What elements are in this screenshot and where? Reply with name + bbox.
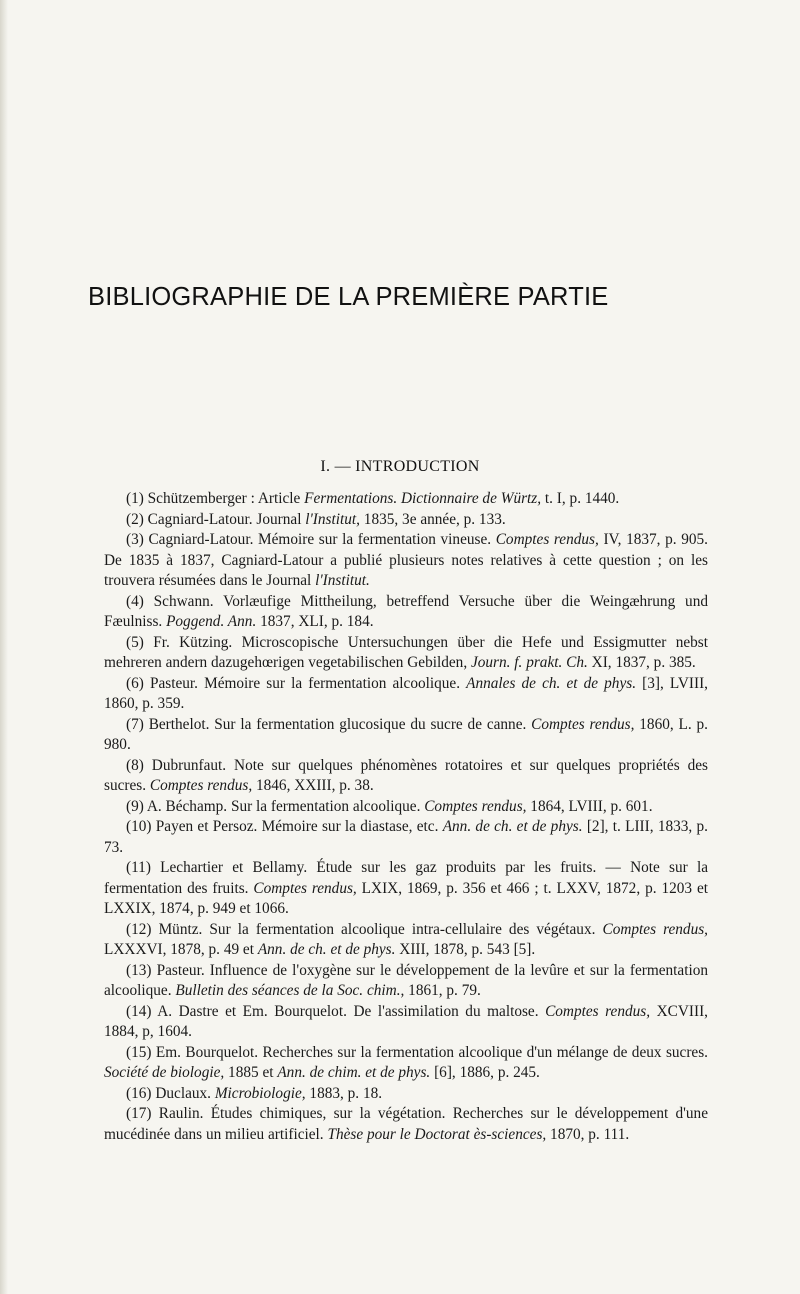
entry-text: A. Dastre et Em. Bourquelot. De l'assimilation du maltose. [157,1002,546,1020]
entry-source-title: Société de biologie, [104,1064,225,1081]
entry-source-title: Ann. de ch. et de phys. [257,941,396,958]
entry-text: Pasteur. Influence de l'oxygène sur le développement de la levûre et sur la fermentation alcoolique. [104,961,709,999]
entry-source-title: Thèse pour le Doctorat ès-sciences, [327,1125,547,1143]
entry-text: XI, 1837, p. 385. [587,654,696,671]
entry-text: 1883, p. 18. [305,1084,383,1102]
entry-source-title: l'Institut, [305,510,360,528]
bibliography-entry [104,633,708,674]
page-binding-edge [0,0,8,1294]
entry-text: 1835, 3e année, p. 133. [359,510,506,528]
entry-text: A. Béchamp. Sur la fermentation alcoolique. [146,797,425,815]
bibliography-entry [104,961,708,1002]
entry-text: [2], t. LIII, 1833, p. 73. [104,818,708,856]
entry-text: Cagniard-Latour. Journal [147,510,306,528]
entry-text: LXIX, 1869, p. 356 et 466 ; t. LXXV, 1872, p. 1203 et LXXIX, 1874, p. 949 et 1066. [104,879,709,917]
entry-source-title: Comptes rendus, [531,715,635,733]
entry-source-title: Comptes rendus, [545,1002,651,1020]
bibliography-entry [104,858,708,920]
entry-text: Fr. Kützing. Microscopische Untersuchungen über die Hefe und Essigmutter nebst mehreren andern dazugehœrigen vegetabilischen Gebilden, [104,633,708,671]
entry-source-title: Comptes rendus, [424,797,527,815]
entry-number: (16) [126,1084,152,1102]
bibliography-entry [104,510,708,531]
bibliography-entry [104,715,708,756]
entry-number: (9) [126,797,144,815]
entry-text: LXXXVI, 1878, p. 49 et [104,941,258,958]
entry-text: 1870, p. 111. [546,1125,630,1143]
entry-number: (3) [126,531,144,548]
entry-number: (7) [126,715,144,733]
entry-text: IV, 1837, p. 905. De 1835 à 1837, Cagniard-Latour a publié plusieurs notes relatives à cette question ; on les trouvera résumées dans le Journal [104,531,709,589]
section-title: I. — INTRODUCTION [320,458,480,475]
entry-text: 1860, L. p. 980. [104,715,708,753]
entry-source-title: Journ. f. prakt. Ch. [470,654,588,671]
entry-source-title: Ann. de chim. et de phys. [277,1064,431,1081]
bibliography-entry [104,1043,708,1084]
entry-text: Duclaux. [155,1084,215,1102]
entry-number: (11) [126,859,151,876]
entry-text: Raulin. Études chimiques, sur la végétation. Recherches sur le développement d'une mucédinée dans un milieu artificiel. [104,1105,708,1143]
entry-text: Em. Bourquelot. Recherches sur la fermentation alcoolique d'un mélange de deux sucres. [155,1043,708,1061]
entry-text: [6], 1886, p. 245. [430,1064,540,1081]
bibliography-entry [104,920,708,961]
entry-number: (1) [126,490,144,507]
entry-text: 1837, XLI, p. 184. [256,613,374,630]
entry-source-title: Comptes rendus, [495,531,599,548]
bibliography-entry [104,817,708,858]
bibliography-entry [104,674,708,715]
entry-source-title: Microbiologie, [214,1084,306,1102]
entry-text: 1885 et [224,1064,278,1081]
entry-number: (15) [126,1043,152,1061]
entry-source-title: Comptes rendus, [253,879,357,897]
entry-text: Schützemberger : Article [147,490,305,507]
entry-text: Lechartier et Bellamy. Étude sur les gaz produits par les fruits. — Note sur la fermentation des fruits. [104,859,709,897]
entry-source-title: Ann. de ch. et de phys. [442,818,583,835]
bibliography-entry [104,592,708,633]
entry-text: XCVIII, 1884, p, 1604. [104,1002,709,1040]
entry-number: (10) [126,818,152,835]
bibliography-entry [104,1104,708,1145]
entry-text: Payen et Persoz. Mémoire sur la diastase, etc. [155,818,443,835]
entry-text: XIII, 1878, p. 543 [5]. [395,941,536,958]
entry-source-title: Comptes rendus, [149,777,253,794]
entry-number: (13) [126,961,152,979]
entry-number: (4) [126,592,144,610]
entry-number: (12) [126,920,152,938]
entry-source-title: Fermentations. Dictionnaire de Würtz, [304,490,542,507]
entry-number: (6) [126,674,144,692]
entry-text: Berthelot. Sur la fermentation glucosique du sucre de canne. [148,715,532,733]
entry-text: 1846, XXIII, p. 38. [252,777,374,794]
entry-text: Pasteur. Mémoire sur la fermentation alcoolique. [149,674,467,692]
bibliography-entry [104,489,708,510]
entry-text: 1864, LVIII, p. 601. [526,797,653,815]
bibliography-entry [104,797,708,818]
entry-number: (14) [126,1002,152,1020]
entry-source-title: l'Institut. [315,572,370,589]
main-title: BIBLIOGRAPHIE DE LA PREMIÈRE PARTIE [88,283,609,311]
bibliography-entry [104,1084,708,1105]
entry-text: Dubrunfaut. Note sur quelques phénomènes rotatoires et sur quelques propriétés des sucres. [104,756,708,794]
entry-source-title: Bulletin des séances de la Soc. chim., [175,982,405,999]
entry-text: t. I, p. 1440. [541,490,620,507]
entry-text: Cagniard-Latour. Mémoire sur la fermentation vineuse. [148,531,496,548]
bibliography-entry [104,530,708,592]
entry-number: (17) [126,1105,152,1122]
entry-text: 1861, p. 79. [404,982,481,999]
entry-number: (2) [126,510,144,528]
entry-text: [3], LVIII, 1860, p. 359. [104,674,709,712]
entry-number: (8) [126,756,144,774]
entry-source-title: Comptes rendus, [602,920,709,938]
entry-text: Schwann. Vorlæufige Mittheilung, betreffend Versuche über die Weingæhrung und Fæulniss. [104,592,708,630]
entry-source-title: Poggend. Ann. [166,613,257,630]
bibliography-entry [104,1002,708,1043]
bibliography-entry [104,756,708,797]
entry-source-title: Annales de ch. et de phys. [466,674,637,692]
bibliography-list [104,489,708,1145]
entry-number: (5) [126,633,144,651]
entry-text: Müntz. Sur la fermentation alcoolique intra-cellulaire des végétaux. [158,920,603,938]
